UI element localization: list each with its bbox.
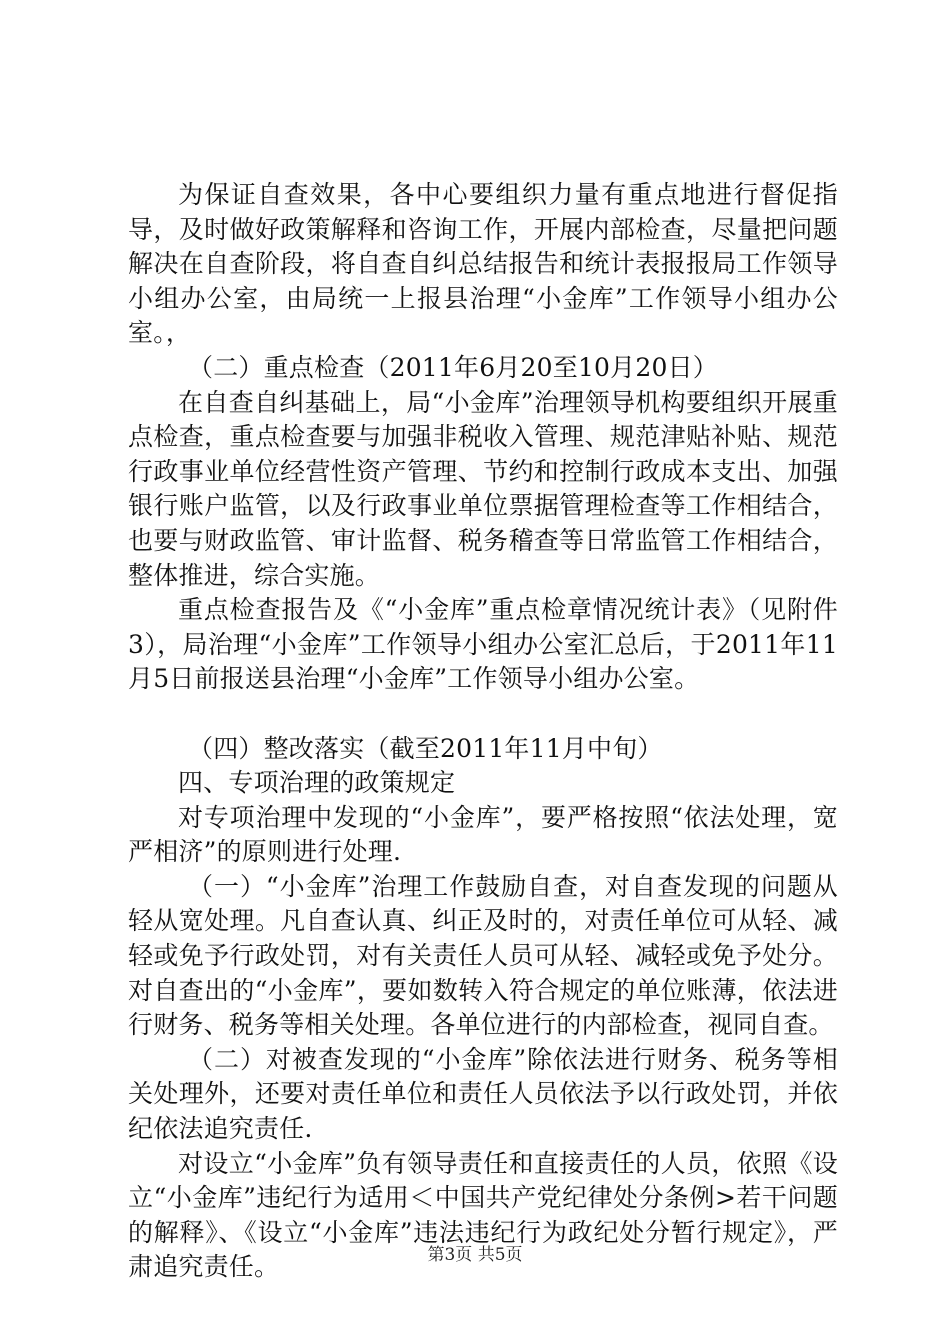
paragraph-inspection-report: 重点检查报告及《“小金库”重点检章情况统计表》（见附件3），局治理“小金库”工作领导小组办公室汇总后，于2011年11月5日前报送县治理“小金库”工作领导小组办公室。 [128, 595, 838, 694]
paragraph-handling-principle: 对专项治理中发现的“小金库”，要严格按照“依法处理，宽严相济”的原则进行处理. [128, 802, 838, 867]
paragraph-investigated-penalty: （二）对被查发现的“小金库”除依法进行财务、税务等相关处理外，还要对责任单位和责任人员依法予以行政处罚，并依纪依法追究责任. [128, 1044, 838, 1144]
paragraph-accountability: 对设立“小金库”负有领导责任和直接责任的人员，依照《设立“小金库”违纪行为适用＜中国共产党纪律处分条例>若干问题的解释》、《设立“小金库”违法违纪行为政纪处分暂行规定》，严肃追究责任。 [128, 1148, 838, 1282]
heading-rectification: （四）整改落实（截至2011年11月中旬） [188, 733, 663, 763]
paragraph-self-check-leniency: （一）“小金库”治理工作鼓励自查，对自查发现的问题从轻从宽处理。凡自查认真、纠正及时的，对责任单位可从轻、减轻或免予行政处罚，对有关责任人员可从轻、减轻或免予处分。对自查出的“小金库”，要如数转入符合规定的单位账薄，依法进行财务、税务等相关处理。各单位进行的内部检查，视同自查。 [128, 871, 838, 1040]
paragraph-key-inspection: 在自查自纠基础上，局“小金库”治理领导机构要组织开展重点检查，重点检查要与加强非税收入管理、规范津贴补贴、规范行政事业单位经营性资产管理、节约和控制行政成本支出、加强银行账户监管，以及行政事业单位票据管理检查等工作相结合，也要与财政监管、审计监督、税务稽查等日常监管工作相结合，整体推进，综合实施。 [128, 387, 838, 590]
document-body [128, 178, 838, 1285]
paragraph-self-check-effect: 为保证自查效果，各中心要组织力量有重点地进行督促指导，及时做好政策解释和咨询工作，开展内部检查，尽量把问题解决在自查阶段，将自查自纠总结报告和统计表报报局工作领导小组办公室，由局统一上报县治理“小金库”工作领导小组办公室。， [128, 180, 838, 348]
page-number-footer: 第3页 共5页 [427, 1245, 523, 1265]
heading-key-inspection: （二）重点检查（2011年6月20至10月20日） [188, 352, 718, 382]
heading-policy-provisions: 四、专项治理的政策规定 [178, 768, 456, 798]
blank-line [128, 697, 838, 732]
